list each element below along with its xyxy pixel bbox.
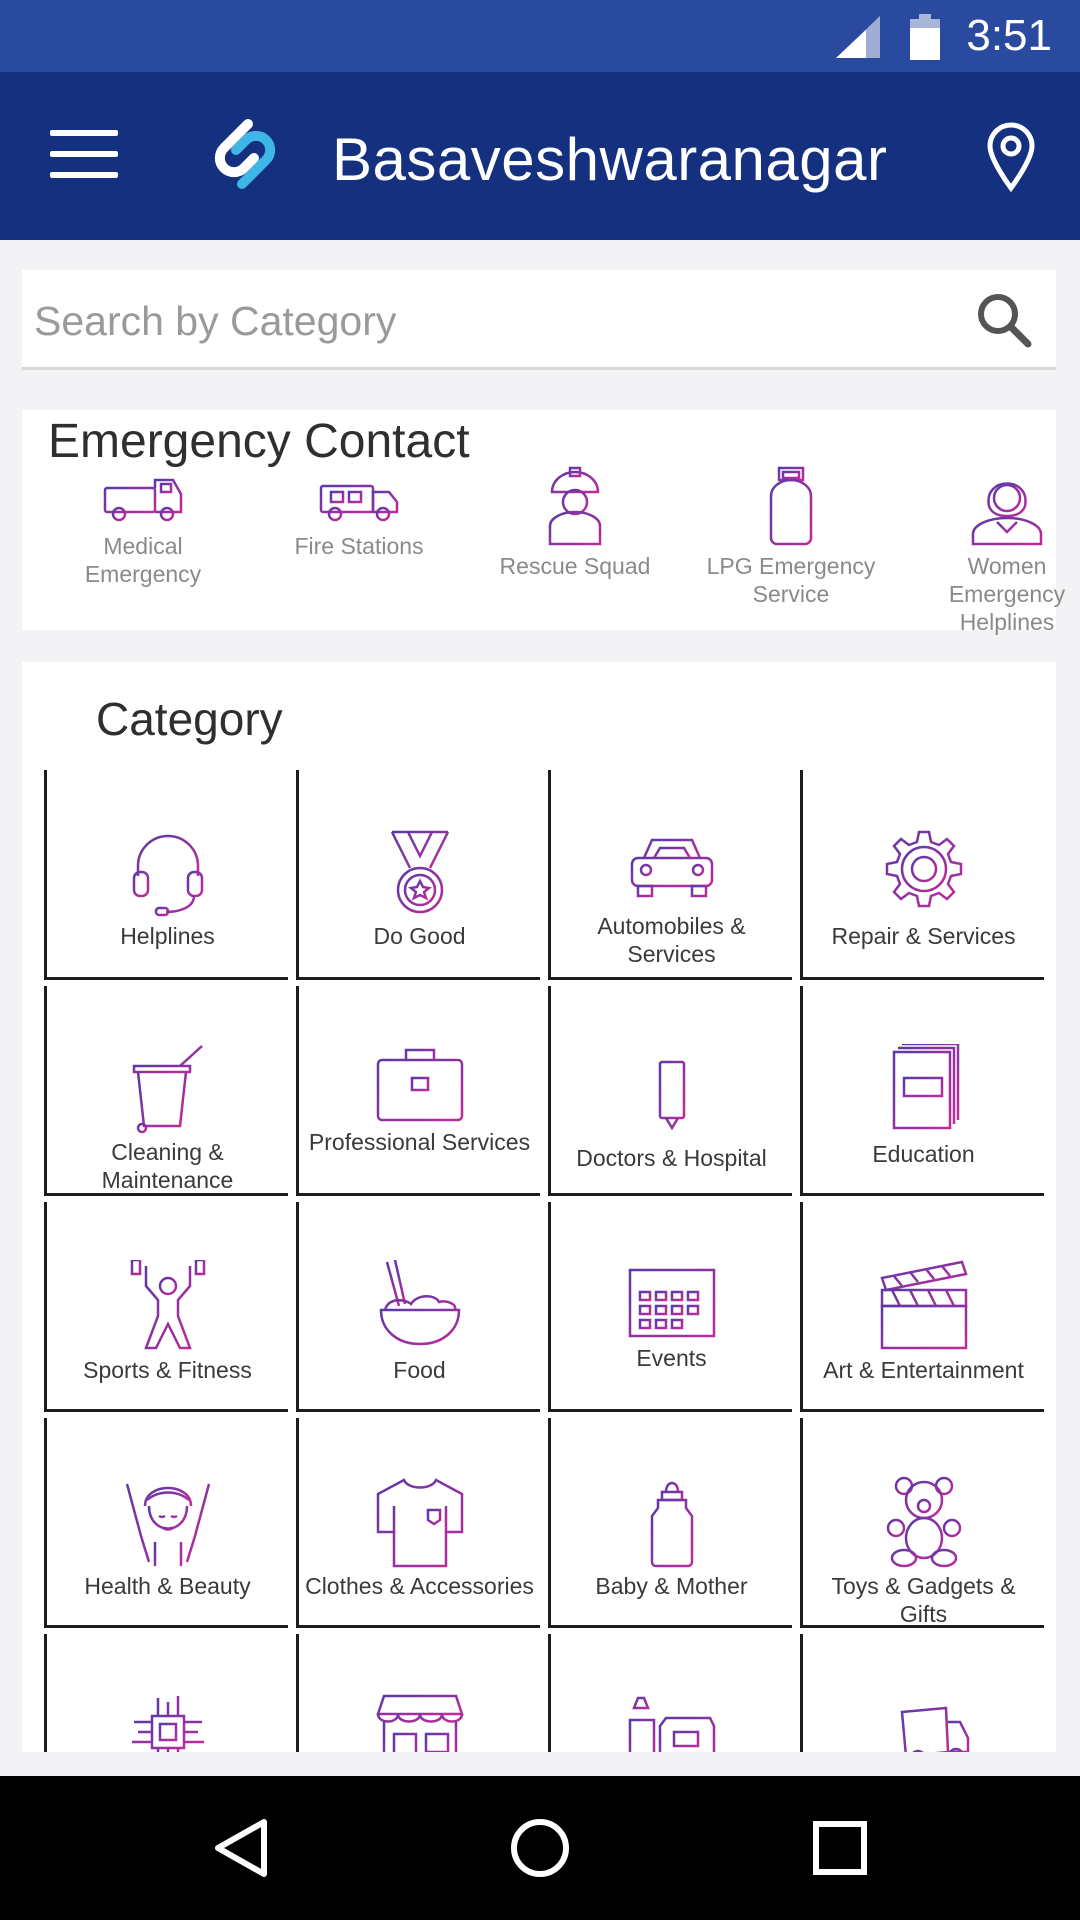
- signal-icon: [836, 16, 880, 58]
- category-label: Baby & Mother: [595, 1573, 748, 1599]
- emergency-item-lpg[interactable]: [696, 466, 886, 608]
- weightlifter-icon: [128, 1260, 208, 1352]
- search-input[interactable]: Search by Category: [34, 298, 397, 344]
- clapperboard-icon: [878, 1260, 970, 1352]
- category-doctors[interactable]: [548, 986, 792, 1196]
- category-toys[interactable]: [800, 1418, 1044, 1628]
- category-label: Art & Entertainment: [823, 1357, 1024, 1383]
- category-label: Events: [636, 1345, 707, 1371]
- category-label: Education: [872, 1141, 975, 1167]
- location-title[interactable]: Basaveshwaranagar: [332, 126, 888, 193]
- tshirt-icon: [374, 1476, 466, 1568]
- emergency-contact-section: [22, 410, 1066, 635]
- category-label: Automobiles & Services: [597, 913, 746, 967]
- category-label: Sports & Fitness: [83, 1357, 252, 1383]
- search-icon[interactable]: [974, 290, 1034, 350]
- category-label: Doctors & Hospital: [576, 1145, 767, 1171]
- status-time: 3:51: [966, 11, 1052, 60]
- fire-truck-icon: [317, 466, 401, 526]
- gas-cylinder-icon: [761, 466, 821, 546]
- app-logo-icon: [202, 114, 288, 194]
- category-label: Food: [393, 1357, 446, 1383]
- rice-bowl-icon: [377, 1260, 463, 1352]
- category-label: Clothes & Accessories: [305, 1573, 534, 1599]
- location-pin-icon[interactable]: [986, 122, 1036, 192]
- category-heading: Category: [96, 693, 283, 745]
- woman-icon: [967, 466, 1047, 546]
- emergency-item-fire[interactable]: [264, 466, 454, 560]
- category-label: Health & Beauty: [84, 1573, 251, 1599]
- category-professional[interactable]: [296, 986, 540, 1196]
- category-label: Cleaning & Maintenance: [101, 1139, 234, 1193]
- emergency-item-rescue[interactable]: [480, 466, 670, 580]
- book-icon: [888, 1044, 960, 1136]
- category-label: Repair & Services: [831, 923, 1016, 949]
- circuit-chip-icon: [128, 1692, 208, 1752]
- category-do-good[interactable]: [296, 770, 540, 980]
- category-education[interactable]: [800, 986, 1044, 1196]
- medal-icon: [380, 828, 460, 918]
- delivery-truck-icon: [878, 1692, 970, 1752]
- teddy-bear-icon: [884, 1476, 964, 1568]
- category-clothes[interactable]: [296, 1418, 540, 1628]
- category-sports[interactable]: [44, 1202, 288, 1412]
- emergency-heading: Emergency Contact: [48, 415, 470, 468]
- ambulance-icon: [101, 466, 185, 526]
- car-icon: [624, 828, 720, 908]
- category-section: [22, 662, 1056, 1752]
- gear-icon: [879, 828, 969, 918]
- category-cleaning[interactable]: [44, 986, 288, 1196]
- system-nav-bar: [0, 1776, 1080, 1920]
- category-shops[interactable]: [296, 1634, 540, 1752]
- category-food[interactable]: [296, 1202, 540, 1412]
- emergency-item-label: Medical Emergency: [84, 533, 202, 587]
- battery-icon: [910, 14, 940, 60]
- category-health-beauty[interactable]: [44, 1418, 288, 1628]
- home-circle-icon[interactable]: [508, 1816, 572, 1880]
- emergency-item-label: LPG Emergency Service: [706, 553, 876, 607]
- category-events[interactable]: [548, 1202, 792, 1412]
- category-furniture[interactable]: [548, 1634, 792, 1752]
- calendar-icon: [626, 1260, 718, 1340]
- furniture-icon: [626, 1692, 718, 1752]
- headset-icon: [128, 828, 208, 918]
- category-automobiles[interactable]: [548, 770, 792, 980]
- firefighter-icon: [540, 466, 610, 546]
- emergency-item-label: Fire Stations: [294, 533, 424, 559]
- emergency-item-label: Rescue Squad: [499, 553, 651, 579]
- category-art[interactable]: [800, 1202, 1044, 1412]
- category-electronics[interactable]: [44, 1634, 288, 1752]
- app-bar: [0, 72, 1080, 240]
- search-bar[interactable]: [22, 270, 1056, 370]
- category-label: Professional Services: [308, 1129, 531, 1155]
- category-label: Toys & Gadgets & Gifts: [831, 1573, 1016, 1627]
- trash-bin-icon: [128, 1044, 208, 1134]
- hamburger-icon[interactable]: [50, 130, 118, 182]
- baby-bottle-icon: [647, 1476, 697, 1568]
- category-baby-mother[interactable]: [548, 1418, 792, 1628]
- emergency-item-medical[interactable]: [48, 466, 238, 588]
- category-label: Helplines: [120, 923, 215, 949]
- category-logistics[interactable]: [800, 1634, 1044, 1752]
- spa-face-icon: [125, 1476, 211, 1568]
- back-triangle-icon[interactable]: [210, 1816, 274, 1880]
- category-repair[interactable]: [800, 770, 1044, 980]
- storefront-icon: [374, 1692, 466, 1752]
- emergency-item-label: Women Emergency Helplines: [948, 553, 1066, 635]
- status-bar: [0, 0, 1080, 72]
- recents-square-icon[interactable]: [808, 1816, 872, 1880]
- syringe-icon: [647, 1044, 697, 1140]
- briefcase-icon: [374, 1044, 466, 1124]
- emergency-item-women[interactable]: [912, 466, 1080, 636]
- category-label: Do Good: [373, 923, 466, 949]
- category-helplines[interactable]: [44, 770, 288, 980]
